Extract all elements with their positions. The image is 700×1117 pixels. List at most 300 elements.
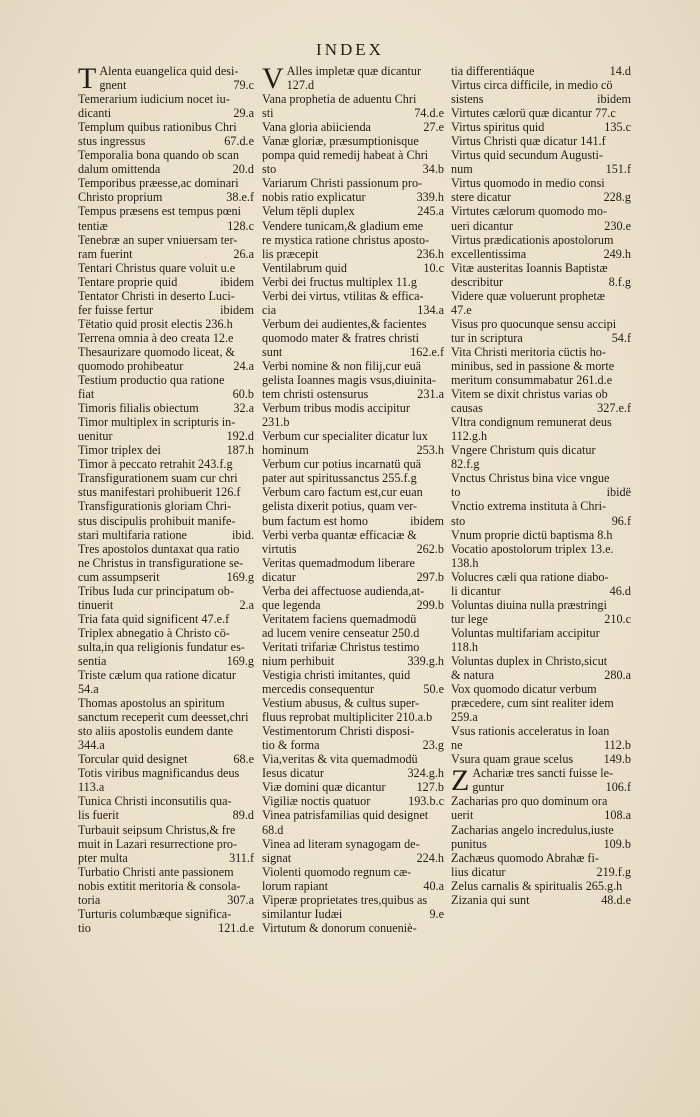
index-line: Zacharias angelo incredulus,iuste [451,822,614,837]
index-line [78,275,254,289]
index-entry-text: dicanti [78,106,112,121]
index-line [451,219,631,233]
index-entry-reference: ibidem [410,513,444,528]
index-entry-text: gnent [99,78,127,93]
index-line [78,921,254,935]
index-line: Veritati trifariæ Christus testimo [262,639,420,654]
index-entry-reference: ibidem [597,92,631,107]
index-entry-text: toria [78,892,101,907]
index-line: 82.f.g [451,457,480,472]
index-entry-text: Torcular quid designet [78,752,188,767]
index-entry-reference: 299.b [416,597,444,612]
index-column-v-z [451,64,631,907]
index-entry-text: li dicantur [451,583,501,598]
index-line: Verbum cur specialiter dicatur lux [262,429,428,444]
index-line: Vnctio extrema instituta à Chri- [451,499,607,514]
index-line: Voluntas diuina nulla præstringi [451,597,607,612]
index-line: Vnctus Christus bina vice vngue [451,471,610,486]
index-entry-reference: 106.f [605,780,631,795]
index-entry-text: uerit [451,808,474,823]
index-line: Turbatio Christi ante passionem [78,864,234,879]
drop-cap: V [262,62,284,95]
index-line [262,682,444,696]
index-entry-text: fiat [78,387,95,402]
index-line: Vanæ gloriæ, præsumptionisque [262,134,419,149]
index-line: pompa quid remedij habeat à Chri [262,148,429,163]
index-line: Vita Christi meritoria cüctis ho- [451,344,606,359]
index-entry-reference: 29.a [233,106,254,121]
index-line [451,162,631,176]
index-line: 112.g.h [451,429,488,444]
index-entry-text: nobis ratio explicatur [262,190,366,205]
index-entry-text: ram fuerint [78,246,133,261]
index-entry-reference: 26.a [233,246,254,261]
index-line: Veritatem faciens quemadmodü [262,611,417,626]
index-entry-reference: 96.f [611,513,631,528]
index-line [262,570,444,584]
index-entry-text: Iesus dicatur [262,766,324,781]
index-line: Verbi dei fructus multiplex 11.g [262,274,417,289]
index-entry-text: uenitur [78,429,113,444]
index-entry-text: Vsura quam graue scelus [451,752,574,767]
drop-cap: Z [451,764,470,798]
index-entry-text: cum assumpserit [78,569,160,584]
index-entry-text: sti [262,106,274,121]
index-column-t [78,64,254,935]
index-entry-reference: 10.c [423,260,444,275]
index-line: stus manifestari prohibuerit 126.f [78,485,241,500]
index-line: Verbi verba quantæ efficaciæ & [262,527,417,542]
index-entry-text: Virtus spiritus quid [451,120,545,135]
index-entry-reference: 74.d.e [414,106,444,121]
index-entry-text: Vana gloria abiicienda [262,120,371,135]
index-line: 231.b [262,415,290,430]
index-entry-text: nium perhibuit [262,653,335,668]
index-line: re mystica ratione christus aposto- [262,232,430,247]
index-entry-reference: 262.b [416,541,444,556]
index-entry-text: sto [451,513,466,528]
index-entry-text: Velum tëpli duplex [262,204,355,219]
index-line: fluus reprobat multipliciter 210.a.b [262,710,433,725]
index-line: Zacharias pro quo dominum ora [451,794,608,809]
index-line [99,78,254,92]
index-entry-text: Ventilabrum quid [262,260,347,275]
index-entry-text: similantur Iudæi [262,906,343,921]
index-entry-reference: 89.d [232,808,254,823]
index-entry-text: to [451,485,461,500]
index-line: Verbum cur potius incarnatü quä [262,457,422,472]
index-line: Verbi nomine & non filij,cur euä [262,358,422,373]
index-line: Virtus quomodo in medio consi [451,176,605,191]
index-entry-text: dicatur [262,569,296,584]
index-line [262,879,444,893]
index-line: Vinea patrisfamilias quid designet [262,808,429,823]
index-entry-reference: 228.g [603,190,631,205]
index-entry-text: dalum omittenda [78,162,161,177]
index-entry-text: tinuerit [78,597,114,612]
index-entry-reference: 187.h [226,443,254,458]
index-line [451,64,631,78]
index-entry-reference: 253.h [416,443,444,458]
index-line: Thesaurizare quomodo liceat, & [78,344,236,359]
index-entry-reference: 27.e [423,120,444,135]
index-line [262,162,444,176]
index-line: T Alenta euangelica quid desi- [78,62,239,95]
index-entry-reference: ibidë [606,485,631,500]
index-line [472,780,631,794]
index-line: 118.h [451,639,478,654]
index-line: Z Achariæ tres sancti fuisse le- [451,764,614,798]
index-line: Vocatio apostolorum triplex 13.e. [451,541,614,556]
index-line: gelista Ioannes magis vsus,diuinita- [262,373,436,388]
index-line [78,752,254,766]
index-line: sulta,in qua religionis fundatur es- [78,639,245,654]
index-line: 54.a [78,682,99,697]
index-entry-reference: 230.e [604,218,631,233]
index-entry-reference: 192.d [226,429,254,444]
index-entry-text: punitus [451,836,487,851]
index-entry-reference: 245.a [417,204,444,219]
index-line [78,190,254,204]
index-entry-text: describitur [451,274,504,289]
index-line [78,851,254,865]
index-line: pater aut spiritussanctus 255.f.g [262,471,417,486]
index-entry-text: que legenda [262,597,321,612]
index-line: Vendere tunicam,& gladium eme [262,218,424,233]
index-line [262,766,444,780]
index-entry-reference: 297.b [416,569,444,584]
index-entry-reference: ibidem [220,302,254,317]
index-line: Vsus rationis acceleratus in Ioan [451,724,610,739]
index-entry-text: quomodo prohibeatur [78,358,184,373]
index-entry-reference: 9.e [429,906,444,921]
index-line [451,275,631,289]
index-line: sto aliis apostolis eundem dante [78,724,234,739]
index-entry-reference: 193.b.c [408,794,444,809]
index-line [78,570,254,584]
index-line [451,668,631,682]
index-line [262,345,444,359]
index-line: Vestium abusus, & cultus super- [262,696,420,711]
index-entry-text: lis præcepit [262,246,319,261]
index-entry-reference: 339.g.h [407,653,444,668]
index-line: Temerarium iudicium nocet iu- [78,92,230,107]
index-line: Virtus Christi quæ dicatur 141.f [451,134,606,149]
index-entry-reference: 46.d [609,583,631,598]
index-entry-text: causas [451,401,483,416]
index-line: 344.a [78,738,105,753]
index-entry-text: Vigiliæ noctis quatuor [262,794,371,809]
index-line: Turturis columbæque significa- [78,906,232,921]
index-line: Vestigia christi imitantes, quid [262,668,411,683]
index-line [451,401,631,415]
index-entry-reference: 219.f.g [596,864,631,879]
index-line: Templum quibus rationibus Chri [78,120,237,135]
index-entry-reference: 38.e.f [226,190,254,205]
index-entry-reference: 48.d.e [601,892,631,907]
index-entry-reference: 307.a [227,892,254,907]
index-column-v [262,64,444,935]
index-line [262,794,444,808]
index-line [262,190,444,204]
index-line: Veritas quemadmodum liberare [262,555,415,570]
index-line [262,204,444,218]
index-line [451,485,631,499]
index-entry-reference: 20.d [232,162,254,177]
index-entry-reference: 231.a [417,387,444,402]
index-entry-text: pter multa [78,850,128,865]
index-line: Visus pro quocunque sensu accipi [451,316,617,331]
index-entry-text: guntur [472,780,505,795]
index-entry-text: num [451,162,473,177]
index-line: 259.a [451,710,478,725]
index-line: Turbauit seipsum Christus,& fre [78,822,236,837]
index-entry-reference: 327.e.f [597,401,631,416]
index-entry-reference: 79.c [233,78,254,93]
index-line: Triplex abnegatio à Christo cö- [78,625,230,640]
index-line: Viperæ proprietates tres,quibus as [262,892,428,907]
index-line: muit in Lazari resurrectione pro- [78,836,238,851]
index-line: Terrena omnia à deo creata 12.e [78,330,234,345]
index-line: præcedere, cum sint realiter idem [451,696,614,711]
index-line [262,907,444,921]
index-line: Tempus præsens est tempus pœni [78,204,241,219]
index-entry-reference: 23.g [422,738,444,753]
index-line [78,654,254,668]
index-entry-reference: 24.a [233,358,254,373]
index-line: V Alles impletæ quæ dicantur [262,62,422,95]
index-line: Tres apostolos duntaxat qua ratio [78,541,240,556]
index-line [78,528,254,542]
index-entry-reference: 112.b [604,738,631,753]
index-line [451,738,631,752]
index-line: Temporibus præesse,ac dominari [78,176,239,191]
index-entry-reference: 50.e [423,682,444,697]
index-entry-reference: 134.a [417,302,444,317]
index-line [262,738,444,752]
index-entry-reference: 169.g [226,569,254,584]
index-entry-text: fer fuisse fertur [78,302,154,317]
index-line [451,808,631,822]
index-entry-text: tur in scriptura [451,330,523,345]
index-entry-reference: 2.a [239,597,254,612]
index-entry-reference: 236.h [416,246,444,261]
index-line: Variarum Christi passionum pro- [262,176,423,191]
index-line: Timor à peccato retrahit 243.f.g [78,457,233,472]
index-entry-reference: 60.b [232,387,254,402]
index-entry-text: virtutis [262,541,297,556]
index-line: Verbum tribus modis accipitur [262,401,410,416]
index-line: Tentator Christi in deserto Luci- [78,288,235,303]
index-line: Via,veritas & vita quemadmodü [262,752,418,767]
index-entry-text: tentiæ [78,218,108,233]
index-entry-text: stus ingressus [78,134,146,149]
index-line: Violenti quomodo regnum cæ- [262,864,412,879]
index-entry-reference: 280.a [604,668,631,683]
index-line: Vinea ad literam synagogam de- [262,836,420,851]
index-line [78,401,254,415]
index-line [78,429,254,443]
index-entry-text: & natura [451,668,494,683]
index-entry-text: tia differentiáque [451,64,535,78]
index-line: meritum consummabatur 261.d.e [451,373,613,388]
index-entry-text: lorum rapiant [262,878,328,893]
index-line: Volucres cæli qua ratione diabo- [451,569,609,584]
index-line [262,247,444,261]
index-line: ad lucem venire censeatur 250.d [262,625,420,640]
index-line: 47.e [451,302,472,317]
index-entry-text: excellentissima [451,246,527,261]
index-entry-reference: 224.h [416,850,444,865]
index-line: Vana prophetia de aduentu Chri [262,92,417,107]
index-line: Virtus circa difficile, in medio cö [451,78,613,93]
drop-cap: T [78,62,97,95]
index-entry-reference: 40.a [423,878,444,893]
index-entry-text: tem christi ostensurus [262,387,369,402]
index-line [78,359,254,373]
index-entry-text: sto [262,162,277,177]
index-line: gelista dixerit potius, quam ver- [262,499,418,514]
index-entry-text: lis fuerit [78,808,119,823]
index-line [78,443,254,457]
index-line: Virtutes cælorum quomodo mo- [451,204,607,219]
index-line: 113.a [78,780,105,795]
index-line [451,612,631,626]
index-line [262,598,444,612]
index-entry-text: signat [262,850,292,865]
index-line: Totis viribus magnificandus deus [78,766,240,781]
index-line: Voluntas duplex in Christo,sicut [451,653,608,668]
index-entry-text: Timoris filialis obiectum [78,401,199,416]
index-entry-text: tio [78,920,91,935]
index-entry-text: hominum [262,443,309,458]
index-line: Tribus Iuda cur principatum ob- [78,583,234,598]
index-line: Zachæus quomodo Abrahæ fi- [451,850,599,865]
index-entry-text: Timor triplex dei [78,443,161,458]
index-line: Virtutes cælorü quæ dicantur 77.c [451,106,616,121]
index-entry-reference: 339.h [416,190,444,205]
index-line [78,134,254,148]
index-line: Vnum proprie dictü baptisma 8.h [451,527,613,542]
index-entry-reference: 162.e.f [410,344,444,359]
index-entry-reference: 8.f.g [608,274,631,289]
index-entry-text: tio & forma [262,738,320,753]
index-entry-reference: 149.b [603,752,631,767]
index-line: Vox quomodo dicatur verbum [451,682,597,697]
index-line [262,443,444,457]
index-line: nobis extitit meritoria & consola- [78,878,241,893]
index-line [78,598,254,612]
index-line [78,808,254,822]
index-line [78,893,254,907]
index-entry-reference: ibid. [231,527,254,542]
index-line: Verbum dei audientes,& facientes [262,316,427,331]
index-line: ne Christus in transfiguratione se- [78,555,244,570]
index-line [262,387,444,401]
index-entry-text: ueri dicantur [451,218,513,233]
index-line: Tëtatio quid prosit electis 236.h [78,316,233,331]
index-entry-text: bum factum est homo [262,513,368,528]
index-line [78,303,254,317]
index-entry-text: tur lege [451,611,488,626]
index-line: Tentari Christus quare voluit u.e [78,260,236,275]
index-line [262,851,444,865]
index-entry-reference: 67.d.e [224,134,254,149]
index-entry-text: ne [451,738,463,753]
index-line [262,654,444,668]
index-line [262,780,444,794]
index-line [451,865,631,879]
index-line: Temporalia bona quando ob scan [78,148,239,163]
index-line: Vltra condignum remunerat deus [451,415,612,430]
index-line: Videre quæ voluerunt prophetæ [451,288,605,303]
index-entry-text: cia [262,302,277,317]
index-line: Zelus carnalis & spiritualis 265.g.h [451,878,623,893]
index-line [78,219,254,233]
index-entry-reference: 68.e [233,752,254,767]
index-line: Vestimentorum Christi disposi- [262,724,415,739]
index-entry-reference: 324.g.h [407,766,444,781]
index-line [451,752,631,766]
index-line [78,106,254,120]
index-entry-reference: 32.a [233,401,254,416]
index-line: Virtus quid secundum Augusti- [451,148,603,163]
index-entry-reference: 127.b [416,780,444,795]
index-line: Timor multiplex in scripturis in- [78,415,236,430]
index-entry-text: Tentare proprie quid [78,274,178,289]
index-line: Tunica Christi inconsutilis qua- [78,794,232,809]
index-line [262,542,444,556]
index-line: Tria fata quid significent 47.e.f [78,611,230,626]
index-line: Virtus prædicationis apostolorum [451,232,614,247]
index-entry-reference: ibidem [220,274,254,289]
index-line: Verbum caro factum est,cur euan [262,485,423,500]
index-line [78,387,254,401]
index-line: minibus, sed in passione & morte [451,358,615,373]
index-line: stus discipulis prohibuit manife- [78,513,236,528]
index-line: 138.h [451,555,479,570]
index-line: 68.d [262,822,284,837]
index-entry-text: stari multifaria ratione [78,527,187,542]
index-line [262,120,444,134]
index-line [451,584,631,598]
index-line [262,261,444,275]
index-line [451,247,631,261]
index-line [262,514,444,528]
index-line [451,92,631,106]
index-entry-reference: 135.c [604,120,631,135]
index-line: Testium productio qua ratione [78,373,225,388]
index-line [451,893,631,907]
index-line: Verbi dei virtus, vtilitas & effica- [262,288,424,303]
index-line [451,190,631,204]
index-line: Vngere Christum quis dicatur [451,443,596,458]
index-entry-reference: 14.d [609,64,631,78]
index-entry-text: mercedis consequentur [262,682,375,697]
index-entry-reference: 128.c [227,218,254,233]
index-entry-reference: 109.b [603,836,631,851]
index-entry-reference: 34.b [422,162,444,177]
index-line: Triste cælum qua ratione dicatur [78,668,236,683]
index-entry-reference: 210.c [604,611,631,626]
index-line: Thomas apostolus an spiritum [78,696,225,711]
index-entry-text: Christo proprium [78,190,163,205]
index-line [78,247,254,261]
index-entry-text: sunt [262,344,283,359]
index-line: Virtutum & donorum conueniè- [262,920,417,935]
index-line: Transfigurationis gloriam Chri- [78,499,232,514]
index-entry-text: Viæ domini quæ dicantur [262,780,386,795]
